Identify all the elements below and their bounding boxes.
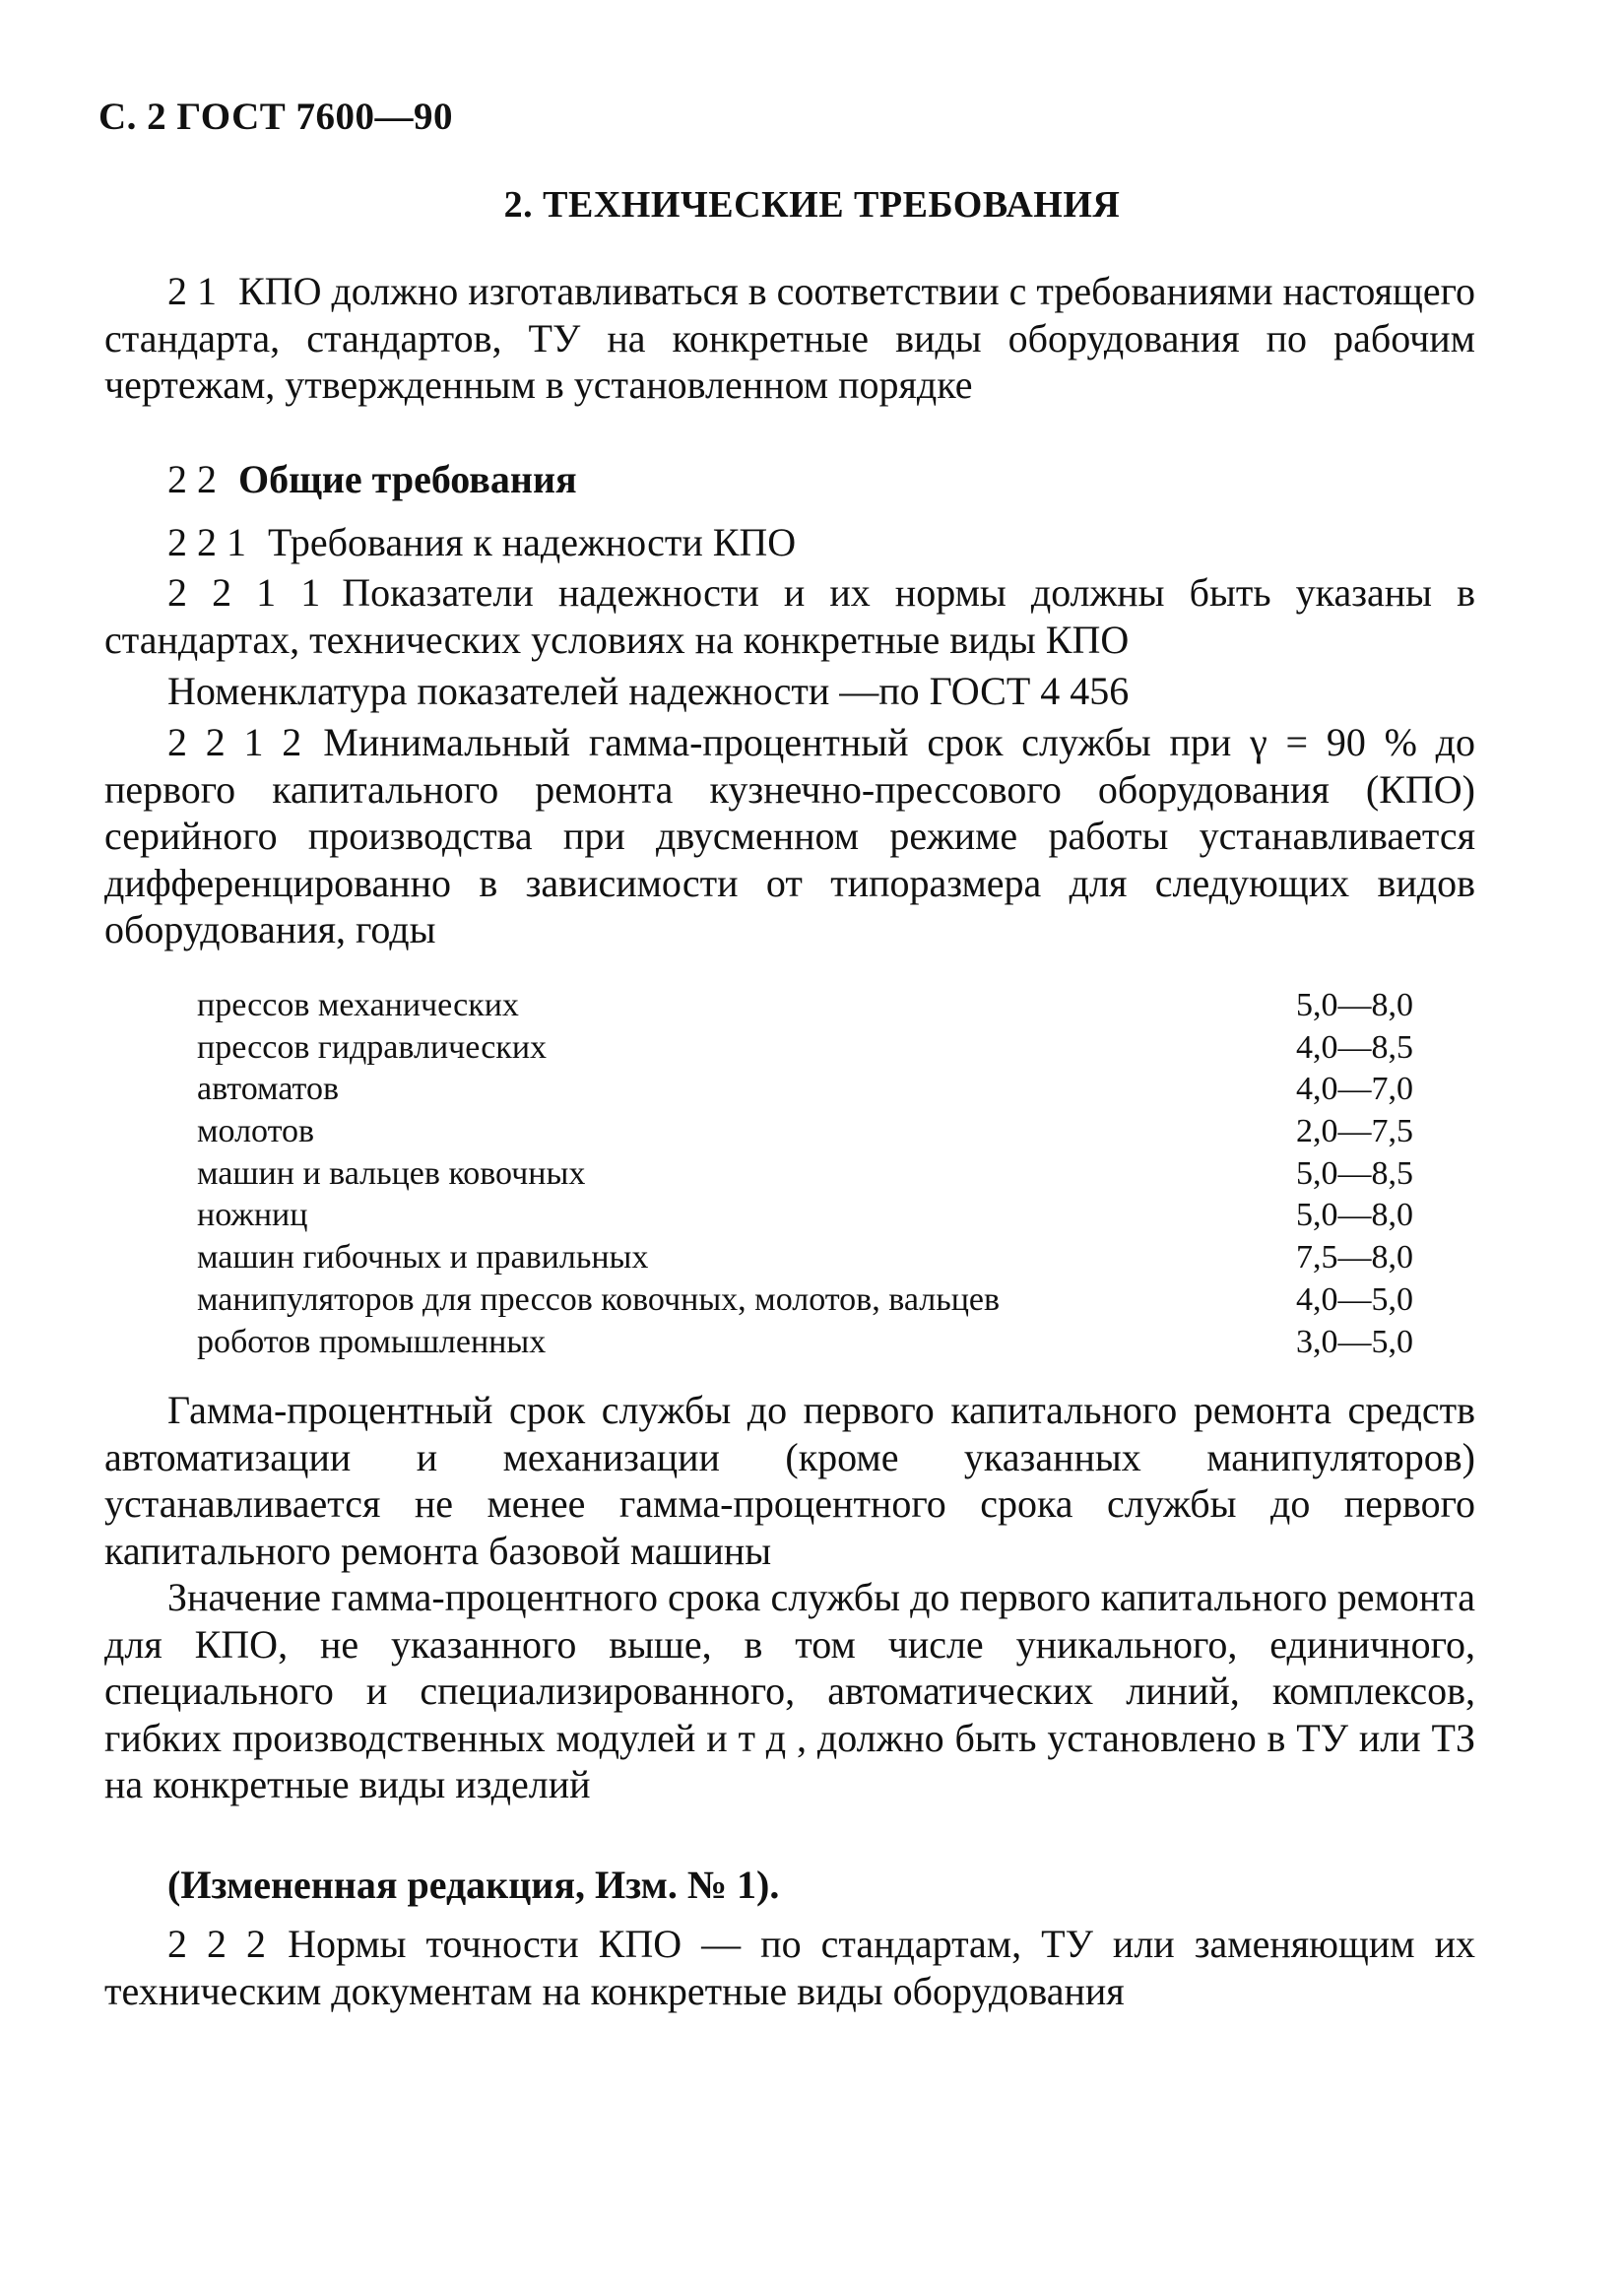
equipment-type: машин и вальцев ковочных: [197, 1154, 586, 1192]
clause-number: 2 2 1: [167, 520, 246, 564]
clause-number: 2 2 1 2: [167, 720, 302, 764]
equipment-type: машин гибочных и правильных: [197, 1239, 649, 1276]
service-life-years: 4,0—7,0: [1296, 1071, 1413, 1108]
paragraph-2-2-1-1: [104, 569, 1475, 663]
section-title: 2. ТЕХНИЧЕСКИЕ ТРЕБОВАНИЯ: [503, 184, 1121, 226]
table-row: [197, 1111, 1413, 1153]
table-row: [197, 1322, 1413, 1364]
equipment-type: ножниц: [197, 1197, 308, 1234]
service-life-table: [197, 985, 1413, 1363]
clause-text: Требования к надежности КПО: [268, 520, 797, 564]
table-row: [197, 1069, 1413, 1111]
paragraph-2-2-1-2: [104, 719, 1475, 953]
clause-text: Показатели надежности и их нормы должны быть указаны в стандартах, технических условиях на конкретные виды КПО: [104, 570, 1476, 662]
clause-text: КПО должно изготавливаться в соответствии с требованиями настоящего стандарта, стандартов, ТУ на конкретные виды оборудования по рабочим чертежам, утвержденным в установленном порядке: [104, 269, 1476, 407]
equipment-type: роботов промышленных: [197, 1323, 547, 1360]
clause-number: 2 1: [167, 269, 217, 313]
equipment-type: молотов: [197, 1113, 315, 1150]
service-life-years: 5,0—8,5: [1296, 1154, 1413, 1192]
nomenclature-line: Номенклатура показателей надежности —по ГОСТ 4 456: [167, 669, 1130, 713]
paragraph-2-2-1: [104, 519, 1475, 566]
service-life-years: 2,0—7,5: [1296, 1113, 1413, 1150]
page-header: С. 2 ГОСТ 7600—90: [98, 96, 453, 138]
paragraph-2-1: [104, 268, 1475, 409]
clause-text: Минимальный гамма-процентный срок службы при γ = 90 % до первого капитального ремонта кузнечно-прессового оборудования (КПО) серийного производства при двусменном режиме работы устанавливается дифференцированно в зависимости от типоразмера для следующих видов оборудования, годы: [104, 720, 1476, 951]
service-life-years: 4,0—5,0: [1296, 1280, 1413, 1318]
gamma-paragraph: Гамма-процентный срок службы до первого капитального ремонта средств автоматизации и механизации (кроме указанных манипуляторов) устанавливается не менее гамма-процентного срока службы до первого капитального ремонта базовой машины: [104, 1388, 1475, 1573]
equipment-type: прессов механических: [197, 987, 519, 1023]
clause-number: 2 2 1 1: [167, 570, 321, 615]
revision-note: (Измененная редакция, Изм. № 1).: [167, 1863, 780, 1907]
table-row: [197, 1195, 1413, 1237]
value-paragraph: Значение гамма-процентного срока службы до первого капитального ремонта для КПО, не указанного выше, в том числе уникального, единичного, специального и специализированного, автоматических линий, комплексов, гибких производственных модулей и т д , должно быть установлено в ТУ или ТЗ на конкретные виды изделий: [104, 1575, 1475, 1806]
table-row: [197, 1237, 1413, 1279]
table-row: [197, 1153, 1413, 1196]
paragraph-2-2-2: [104, 1921, 1475, 2014]
clause-text: Нормы точности КПО — по стандартам, ТУ или заменяющим их техническим документам на конкретные виды оборудования: [104, 1922, 1475, 2013]
service-life-years: 5,0—8,0: [1296, 987, 1413, 1023]
table-row: [197, 1279, 1413, 1322]
equipment-type: манипуляторов для прессов ковочных, молотов, вальцев: [197, 1280, 1001, 1318]
service-life-years: 4,0—8,5: [1296, 1028, 1413, 1066]
service-life-years: 5,0—8,0: [1296, 1197, 1413, 1234]
clause-number: 2 2 2: [167, 1922, 267, 1966]
clause-heading: Общие требования: [238, 457, 577, 501]
service-life-years: 3,0—5,0: [1296, 1323, 1413, 1360]
table-row: [197, 1027, 1413, 1070]
equipment-type: прессов гидравлических: [197, 1028, 548, 1066]
clause-number: 2 2: [167, 457, 217, 501]
equipment-type: автоматов: [197, 1071, 340, 1108]
table-row: [197, 985, 1413, 1027]
paragraph-2-2: [104, 456, 1475, 503]
service-life-years: 7,5—8,0: [1296, 1239, 1413, 1276]
